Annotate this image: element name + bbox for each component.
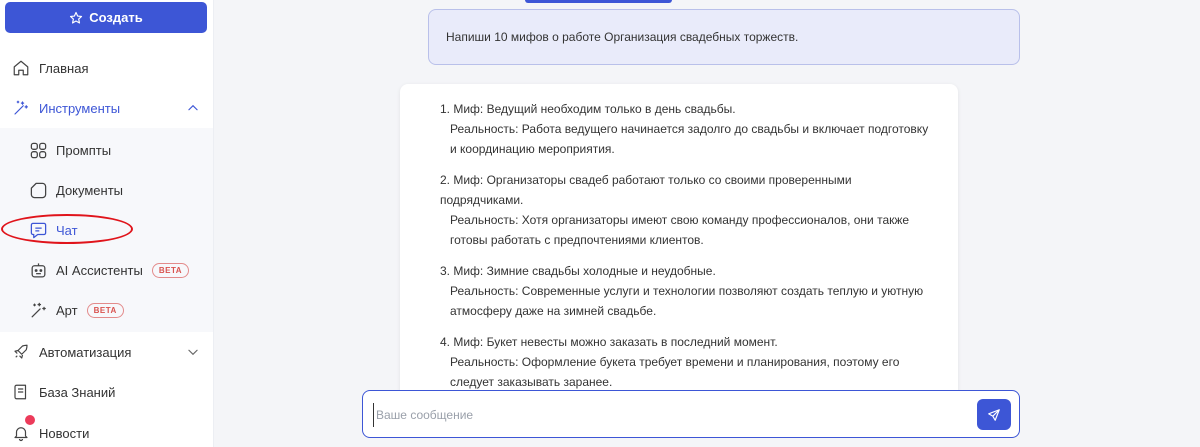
document-icon (28, 180, 48, 200)
art-wand-icon (28, 300, 48, 320)
sidebar-item-chat[interactable] (0, 210, 213, 250)
sidebar-item-home[interactable] (0, 48, 213, 88)
myth-text: 2. Миф: Организаторы свадеб работают только со своими проверенными подрядчиками. (440, 173, 852, 207)
assistant-message (400, 84, 958, 404)
list-item (440, 332, 938, 392)
sidebar-item-prompts[interactable] (0, 130, 213, 170)
list-item (440, 261, 938, 321)
reality-text: Реальность: Работа ведущего начинается задолго до свадьбы и включает подготовку и координацию мероприятия. (450, 122, 929, 156)
send-button[interactable] (977, 399, 1011, 430)
create-button[interactable] (5, 2, 207, 33)
send-icon (987, 408, 1001, 422)
sidebar-subitem-label: Документы (56, 182, 124, 198)
message-input[interactable] (373, 403, 963, 427)
myth-text: 1. Миф: Ведущий необходим только в день свадьбы. (440, 102, 736, 116)
myth-text: 3. Миф: Зимние свадьбы холодные и неудобные. (440, 264, 716, 278)
bell-icon (12, 424, 30, 442)
list-item (440, 99, 938, 159)
sidebar-item-ai-assistants[interactable] (0, 250, 213, 290)
user-message (428, 9, 1020, 65)
sidebar-item-tools[interactable] (0, 88, 213, 128)
book-icon (12, 383, 30, 401)
rocket-icon (12, 343, 30, 361)
robot-icon (28, 260, 48, 280)
user-message-text: Напиши 10 мифов о работе Организация свадебных торжеств. (446, 30, 799, 44)
beta-badge: BETA (87, 303, 124, 318)
sidebar-item-automation[interactable] (0, 332, 213, 372)
reality-text: Реальность: Хотя организаторы имеют свою команду профессионалов, они также готовы работать с предпочтениями клиентов. (450, 213, 910, 247)
create-button-label: Создать (89, 10, 143, 25)
list-item (440, 170, 938, 250)
sidebar-subitem-label: AI Ассистенты (56, 262, 143, 278)
sidebar-item-label: Автоматизация (39, 344, 132, 360)
myth-text: 4. Миф: Букет невесты можно заказать в последний момент. (440, 335, 778, 349)
chevron-up-icon[interactable] (186, 101, 200, 115)
sidebar-item-art[interactable] (0, 290, 213, 330)
top-tab-edge (525, 0, 672, 3)
notification-dot (25, 415, 35, 425)
sidebar-item-label: Главная (39, 60, 89, 76)
star-icon (69, 11, 83, 25)
reality-text: Реальность: Современные услуги и технологии позволяют создать теплую и уютную атмосферу даже на зимней свадьбе. (450, 284, 924, 318)
chat-icon (28, 220, 48, 240)
reality-text: Реальность: Оформление букета требует времени и планирования, поэтому его следует заказывать заранее. (450, 355, 900, 389)
myths-list (440, 99, 938, 392)
message-composer (362, 390, 1020, 438)
sidebar-subitem-label: Промпты (56, 142, 112, 158)
sidebar-item-label: Инструменты (39, 100, 121, 116)
chevron-down-icon[interactable] (186, 345, 200, 359)
sidebar-item-documents[interactable] (0, 170, 213, 210)
beta-badge: BETA (152, 263, 189, 278)
sidebar-item-knowledge-base[interactable] (0, 372, 213, 412)
sidebar-item-label: Новости (39, 425, 90, 441)
home-icon (12, 59, 30, 77)
tools-submenu (0, 128, 213, 332)
sidebar-item-label: База Знаний (39, 384, 116, 400)
sidebar-subitem-label: Чат (56, 222, 78, 238)
grid-icon (28, 140, 48, 160)
sidebar-subitem-label: Арт (56, 302, 78, 318)
sidebar (0, 0, 214, 447)
magic-wand-icon (12, 99, 30, 117)
